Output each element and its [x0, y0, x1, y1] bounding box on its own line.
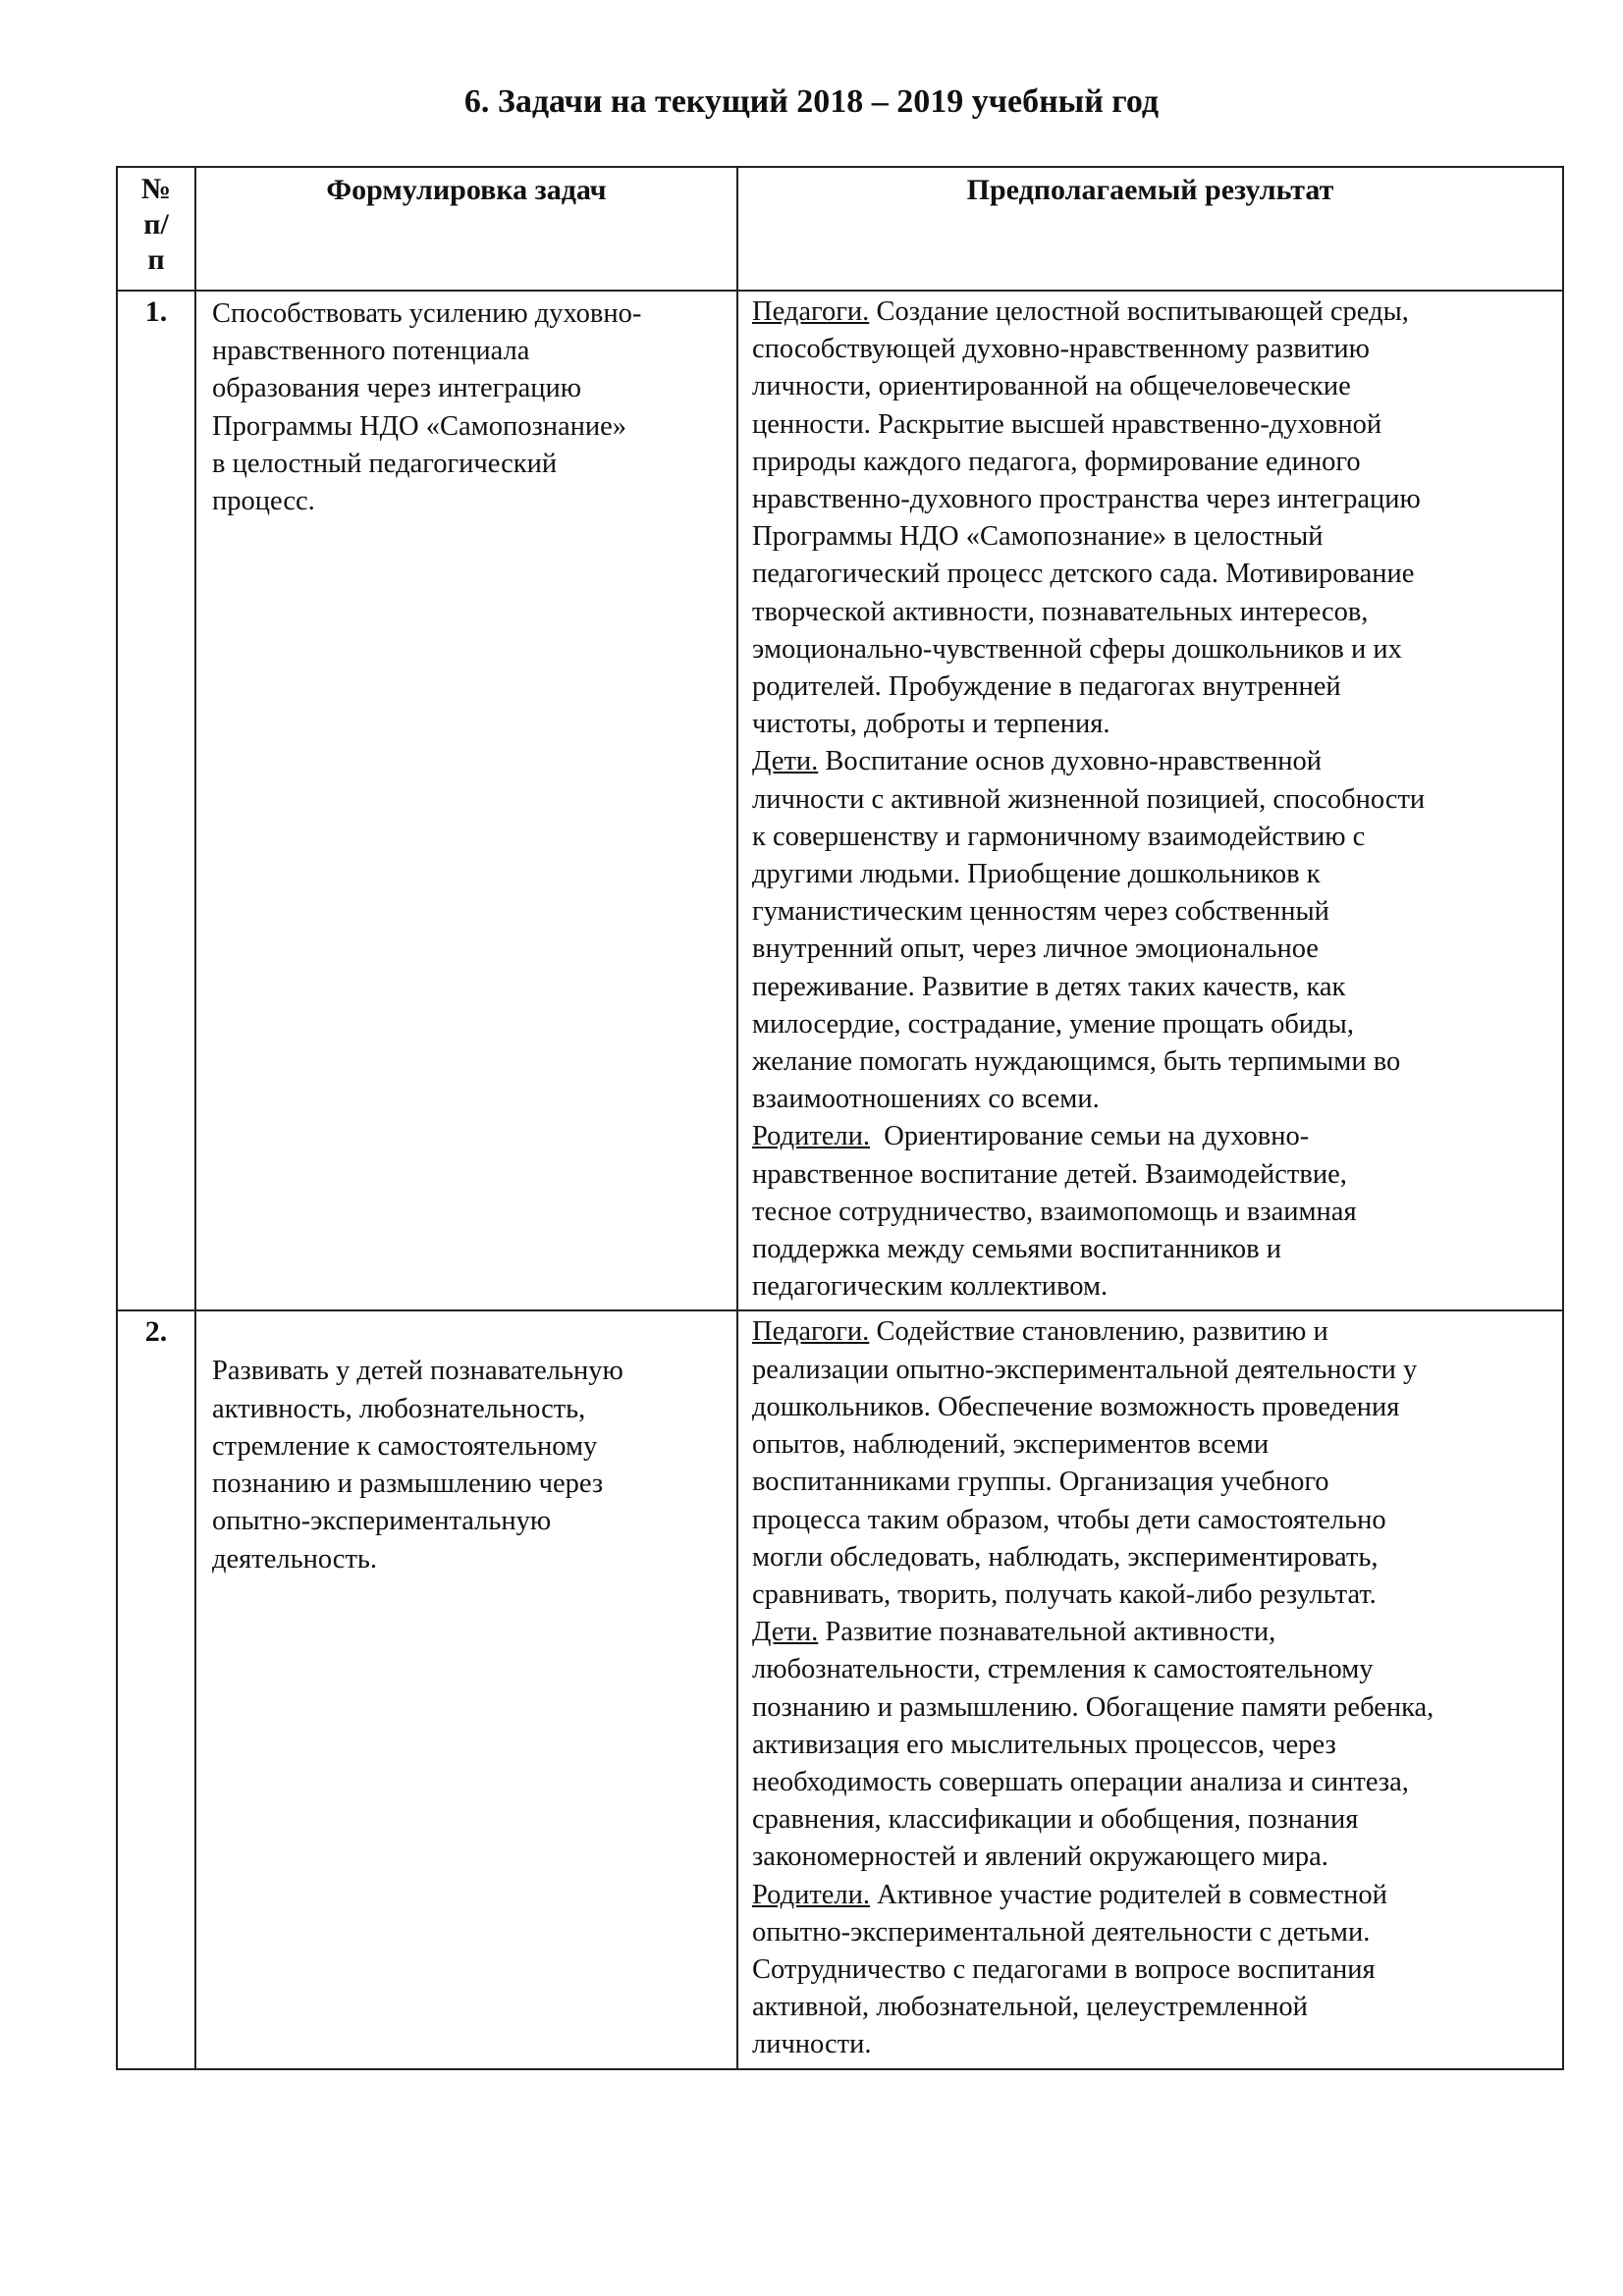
result-text: Воспитание основ духовно-нравственной — [818, 746, 1323, 777]
result-text: Сотрудничество с педагогами в вопросе воспитания — [752, 1953, 1376, 1985]
result-line — [752, 1043, 1558, 1081]
result-text: могли обследовать, наблюдать, экспериментировать, — [752, 1541, 1379, 1573]
result-line — [752, 969, 1558, 1006]
result-text: к совершенству и гармоничному взаимодействию с — [752, 821, 1366, 852]
task-line: Развивать у детей познавательную — [212, 1356, 623, 1387]
header-result: Предполагаемый результат — [737, 167, 1563, 291]
result-text: Развитие познавательной активности, — [818, 1617, 1276, 1648]
result-line — [752, 1231, 1558, 1268]
result-line — [752, 819, 1558, 856]
result-text: опытов, наблюдений, экспериментов всеми — [752, 1429, 1270, 1461]
audience-label: Педагоги. — [752, 1316, 870, 1348]
result-line — [752, 1764, 1558, 1801]
audience-label: Родители. — [752, 1121, 871, 1152]
result-text: Активное участие родителей в совместной — [870, 1879, 1387, 1910]
task-line: в целостный педагогический — [212, 448, 558, 479]
task-formulation — [195, 291, 737, 1310]
result-text: активной, любознательной, целеустремленной — [752, 1992, 1308, 2023]
task-line: Способствовать усилению духовно- — [212, 298, 642, 329]
result-text: реализации опытно-экспериментальной деятельности у — [752, 1354, 1418, 1385]
row-number: 1. — [117, 291, 195, 1310]
task-line: опытно-экспериментальную — [212, 1506, 552, 1537]
table-header-row — [117, 167, 1563, 291]
result-line — [752, 1156, 1558, 1194]
task-formulation — [195, 1310, 737, 2068]
result-line — [752, 1464, 1558, 1501]
result-line — [752, 1352, 1558, 1389]
result-line — [752, 294, 1558, 331]
result-line — [752, 406, 1558, 444]
result-line — [752, 1951, 1558, 1989]
result-line — [752, 931, 1558, 968]
result-text: процесса таким образом, чтобы дети самостоятельно — [752, 1504, 1386, 1535]
result-line — [752, 1268, 1558, 1306]
result-line — [752, 1689, 1558, 1727]
result-text: нравственно-духовного пространства через интеграцию — [752, 484, 1421, 515]
result-text: личности с активной жизненной позицией, способности — [752, 783, 1426, 815]
result-text: переживание. Развитие в детях таких качеств, как — [752, 971, 1346, 1002]
result-line — [752, 1389, 1558, 1426]
row-number: 2. — [117, 1310, 195, 2068]
result-line — [752, 1727, 1558, 1764]
result-text: Содействие становлению, развитию и — [869, 1316, 1328, 1348]
result-text: педагогический процесс детского сада. Мотивирование — [752, 559, 1415, 590]
table-row — [117, 1310, 1563, 2068]
task-line: образования через интеграцию — [212, 373, 582, 404]
result-text: личности. — [752, 2029, 872, 2060]
result-text: познанию и размышлению. Обогащение памяти ребенка, — [752, 1691, 1434, 1723]
result-line — [752, 631, 1558, 668]
result-text: чистоты, доброты и терпения. — [752, 709, 1110, 740]
result-text: Программы НДО «Самопознание» в целостный — [752, 521, 1324, 553]
result-text: другими людьми. Приобщение дошкольников к — [752, 859, 1321, 890]
result-text: взаимоотношениях со всеми. — [752, 1084, 1100, 1115]
result-text: сравнения, классификации и обобщения, познания — [752, 1804, 1359, 1836]
result-line — [752, 668, 1558, 706]
result-text: тесное сотрудничество, взаимопомощь и взаимная — [752, 1196, 1357, 1227]
result-text: необходимость совершать операции анализа и синтеза, — [752, 1766, 1409, 1797]
result-text: Создание целостной воспитывающей среды, — [869, 296, 1409, 327]
result-line — [752, 1426, 1558, 1464]
result-line — [752, 893, 1558, 931]
task-line: активность, любознательность, — [212, 1393, 586, 1424]
result-line — [752, 368, 1558, 405]
result-line — [752, 1118, 1558, 1155]
result-line — [752, 1539, 1558, 1576]
result-line — [752, 556, 1558, 593]
table-row — [117, 291, 1563, 1310]
result-text: активизация его мыслительных процессов, через — [752, 1729, 1336, 1760]
result-text: эмоционально-чувственной сферы дошкольников и их — [752, 633, 1402, 665]
result-text: природы каждого педагога, формирование единого — [752, 446, 1361, 477]
audience-label: Педагоги. — [752, 296, 870, 327]
audience-label: Родители. — [752, 1879, 871, 1910]
result-line — [752, 1914, 1558, 1951]
header-task: Формулировка задач — [195, 167, 737, 291]
expected-result — [737, 291, 1563, 1310]
task-line: познанию и размышлению через — [212, 1468, 604, 1500]
result-text: внутренний опыт, через личное эмоциональное — [752, 934, 1319, 965]
result-text: родителей. Пробуждение в педагогах внутренней — [752, 671, 1341, 703]
header-number: № п/ п — [117, 167, 195, 291]
result-text: дошкольников. Обеспечение возможность проведения — [752, 1391, 1400, 1422]
task-line: процесс. — [212, 486, 315, 517]
result-text: ценности. Раскрытие высшей нравственно-духовной — [752, 408, 1382, 440]
result-text: милосердие, сострадание, умение прощать обиды, — [752, 1008, 1354, 1040]
result-text: поддержка между семьями воспитанников и — [752, 1234, 1281, 1265]
result-text: опытно-экспериментальной деятельности с детьми. — [752, 1916, 1371, 1948]
expected-result — [737, 1310, 1563, 2068]
result-line — [752, 1313, 1558, 1351]
result-line — [752, 331, 1558, 368]
task-line: нравственного потенциала — [212, 336, 530, 367]
task-line: стремление к самостоятельному — [212, 1430, 598, 1462]
audience-label: Дети. — [752, 1617, 819, 1648]
result-line — [752, 743, 1558, 780]
result-line — [752, 481, 1558, 518]
task-line: деятельность. — [212, 1543, 378, 1575]
result-line — [752, 444, 1558, 481]
result-text: способствующей духовно-нравственному развитию — [752, 334, 1370, 365]
result-line — [752, 1576, 1558, 1614]
result-line — [752, 781, 1558, 819]
result-text: Ориентирование семьи на духовно- — [870, 1121, 1310, 1152]
result-text: любознательности, стремления к самостоятельному — [752, 1654, 1374, 1685]
result-line — [752, 1877, 1558, 1914]
result-line — [752, 706, 1558, 743]
audience-label: Дети. — [752, 746, 819, 777]
task-line: Программы НДО «Самопознание» — [212, 410, 627, 442]
result-line — [752, 856, 1558, 893]
result-line — [752, 1989, 1558, 2026]
result-text: педагогическим коллективом. — [752, 1271, 1109, 1303]
result-text: закономерностей и явлений окружающего мира. — [752, 1842, 1328, 1873]
page-title: 6. Задачи на текущий 2018 – 2019 учебный год — [463, 83, 1160, 120]
result-line — [752, 1194, 1558, 1231]
result-line — [752, 518, 1558, 556]
result-text: воспитанниками группы. Организация учебного — [752, 1467, 1329, 1498]
result-line — [752, 2026, 1558, 2063]
result-line — [752, 1614, 1558, 1651]
result-text: творческой активности, познавательных интересов, — [752, 596, 1369, 627]
result-line — [752, 1502, 1558, 1539]
tasks-table — [116, 166, 1564, 2070]
result-text: желание помогать нуждающимся, быть терпимыми во — [752, 1046, 1401, 1078]
result-text: нравственное воспитание детей. Взаимодействие, — [752, 1158, 1347, 1190]
result-text: личности, ориентированной на общечеловеческие — [752, 371, 1351, 402]
result-line — [752, 1839, 1558, 1876]
result-text: гуманистическим ценностям через собственный — [752, 896, 1329, 928]
result-line — [752, 1801, 1558, 1839]
result-line — [752, 1081, 1558, 1118]
result-line — [752, 1651, 1558, 1688]
result-text: сравнивать, творить, получать какой-либо результат. — [752, 1578, 1377, 1610]
result-line — [752, 594, 1558, 631]
result-line — [752, 1006, 1558, 1043]
